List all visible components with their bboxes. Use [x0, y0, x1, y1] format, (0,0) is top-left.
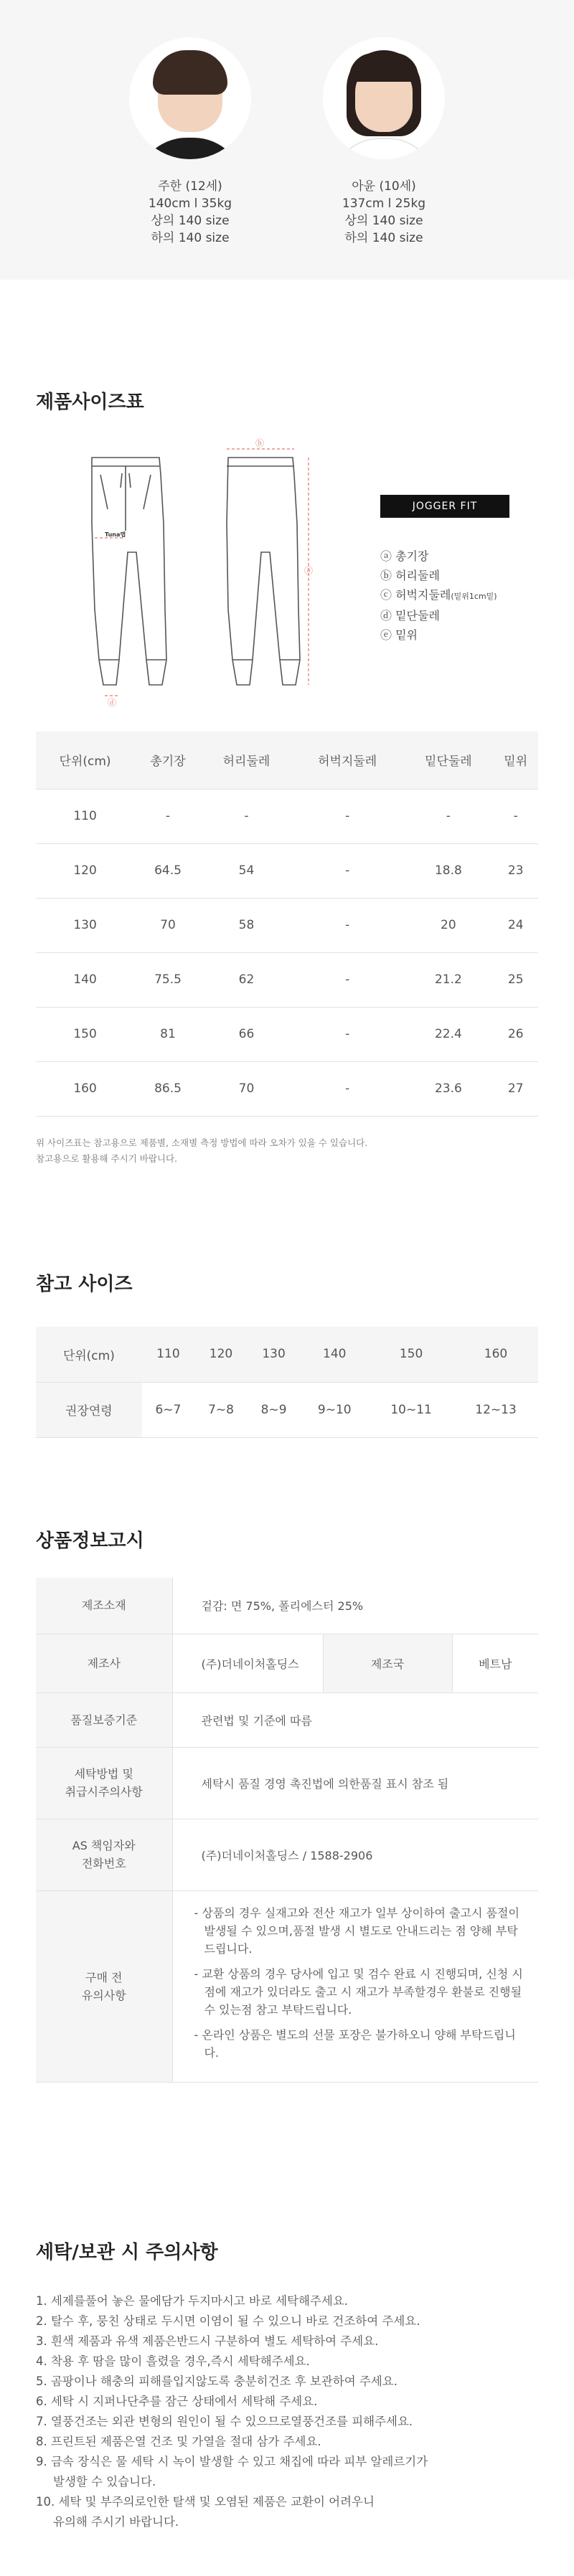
size-note: 참고용으로 활용해 주시기 바랍니다. — [36, 1153, 178, 1164]
list-item: 9. 금속 장식은 물 세탁 시 녹이 발생할 수 있고 채집에 따라 피부 알레르기가 — [36, 2455, 428, 2468]
model-bangs — [349, 53, 418, 82]
list-item: 1. 세제를풀어 놓은 물에담가 두지마시고 바로 세탁해주세요. — [36, 2294, 348, 2308]
model-hair — [153, 50, 227, 95]
column-header: 총기장 — [134, 731, 202, 789]
column-header: 밑위 — [493, 731, 538, 789]
ref-size-table — [36, 1327, 538, 1438]
model-bottom-size: 하의 140 size — [344, 231, 423, 245]
model-top-size: 상의 140 size — [151, 214, 230, 228]
model-top-size: 상의 140 size — [344, 214, 423, 228]
list-item: 7. 열풍건조는 외관 변형의 원인이 될 수 있으므로열풍건조를 피해주세요. — [36, 2415, 413, 2428]
list-item: - 온라인 상품은 별도의 선물 포장은 불가하오니 양해 부탁드립니다. — [194, 2027, 516, 2060]
list-item: - 상품의 경우 실재고와 전산 재고가 일부 상이하여 출고시 품절이 발생될 수 있으며,품절 발생 시 별도로 안내드리는 점 양해 부탁드립니다. — [194, 1905, 519, 1956]
model-info-section — [0, 0, 574, 280]
table-row: 단위(cm) 110 120 130 140 150 160 — [36, 1327, 538, 1382]
table-row: 130 70 58 - 20 24 — [36, 898, 538, 952]
fit-badge: JOGGER FIT — [380, 495, 509, 518]
model-photo — [323, 37, 445, 159]
model-card — [305, 37, 463, 247]
table-row: 150 81 66 - 22.4 26 — [36, 1007, 538, 1061]
list-item: 2. 탈수 후, 뭉친 상태로 두시면 이염이 될 수 있으니 바로 건조하여 주세요. — [36, 2314, 420, 2328]
legend-item: ⓒ 허벅지둘레(밑위1cm밑) — [380, 588, 497, 602]
legend-item: ⓑ 허리둘레 — [380, 569, 440, 582]
list-item: 8. 프린트된 제품은열 건조 및 가열을 절대 삼가 주세요. — [36, 2435, 321, 2448]
table-row: 세탁방법 및 취급시주의사항 세탁시 품질 경영 촉진법에 의한품질 표시 참조 됨 — [36, 1747, 538, 1819]
list-item: 10. 세탁 및 부주의로인한 탈색 및 오염된 제품은 교환이 어려우니 — [36, 2495, 375, 2509]
column-header: 허리둘레 — [202, 731, 291, 789]
diagram-label-d: ⓓ — [108, 698, 117, 708]
list-item: 3. 흰색 제품과 유색 제품은반드시 구분하여 별도 세탁하여 주세요. — [36, 2334, 379, 2348]
list-item: 발생할 수 있습니다. — [53, 2475, 156, 2489]
model-card — [111, 37, 269, 247]
size-table — [36, 731, 538, 1117]
diagram-tag: Tuna랩 — [105, 531, 126, 538]
list-item: - 교환 상품의 경우 당사에 입고 및 검수 완료 시 진행되며, 신청 시점에 재고가 있더라도 출고 시 재고가 부족할경우 환불로 진행될 수 있는점 참고 부탁드립니다. — [194, 1966, 523, 2017]
model-name: 아윤 (10세) — [352, 179, 416, 194]
table-row: 110 - - - - - — [36, 789, 538, 843]
table-row: 구매 전 유의사항 - 상품의 경우 실재고와 전산 재고가 일부 상이하여 출고시 품절이 발생될 수 있으며,품절 발생 시 별도로 안내드리는 점 양해 부탁드립니다. - 교환 상품의 경우 당사에 입고 및 검수 완료 시 진행되며, 신청 시점에 재고가 있더라도 출고 시 재고가 부족할경우 환불로 진행될 수 있는점 참고 부탁드립니다. - 온라인 상품은 별도의 선물 포장은 불가하오니 양해 부탁드립니다. — [36, 1890, 538, 2082]
table-row: AS 책임자와 전화번호 (주)더네이처홀딩스 / 1588-2906 — [36, 1819, 538, 1890]
product-info-table — [36, 1578, 538, 2083]
model-body-size: 137cm l 25kg — [342, 196, 426, 211]
column-header: 밑단둘레 — [403, 731, 493, 789]
model-body-size: 140cm l 35kg — [148, 196, 232, 211]
list-item: 6. 세탁 시 지퍼나단추를 잠근 상태에서 세탁해 주세요. — [36, 2395, 318, 2408]
table-row: 제조사 (주)더네이처홀딩스 제조국 베트남 — [36, 1634, 538, 1692]
measurement-legend — [380, 546, 497, 645]
model-name: 주한 (12세) — [158, 179, 222, 194]
column-header: 단위(cm) — [36, 731, 134, 789]
diagram-label-b: ⓑ — [255, 438, 265, 448]
legend-item: ⓓ 밑단둘레 — [380, 609, 440, 622]
table-row: 제조소재 겉감: 면 75%, 폴리에스터 25% — [36, 1578, 538, 1634]
size-note: 위 사이즈표는 참고용으로 제품별, 소재별 측정 방법에 따라 오차가 있을 수 있습니다. — [36, 1137, 368, 1148]
list-item: 4. 착용 후 땀을 많이 흘렸을 경우,즉시 세탁해주세요. — [36, 2354, 310, 2368]
pants-diagram — [79, 437, 316, 710]
model-shirt — [136, 138, 244, 159]
caution-list — [173, 1891, 539, 2082]
model-bottom-size: 하의 140 size — [151, 231, 230, 245]
table-row: 160 86.5 70 - 23.6 27 — [36, 1061, 538, 1116]
model-photo — [129, 37, 251, 159]
legend-item: ⓔ 밑위 — [380, 628, 418, 642]
product-info-title: 상품정보고시 — [36, 1530, 144, 1552]
size-chart-title: 제품사이즈표 — [36, 392, 144, 413]
list-item: 유의해 주시기 바랍니다. — [53, 2515, 179, 2529]
model-shirt — [330, 138, 438, 159]
care-list — [36, 2291, 538, 2532]
table-row: 120 64.5 54 - 18.8 23 — [36, 843, 538, 898]
table-row: 품질보증기준 관련법 및 기준에 따름 — [36, 1692, 538, 1747]
care-title: 세탁/보관 시 주의사항 — [36, 2242, 218, 2263]
table-header-row — [36, 731, 538, 789]
legend-item: ⓐ 총기장 — [380, 549, 429, 563]
column-header: 허벅지둘레 — [291, 731, 403, 789]
list-item: 5. 곰팡이나 해충의 피해를입지않도록 충분히건조 후 보관하여 주세요. — [36, 2374, 397, 2388]
ref-size-title: 참고 사이즈 — [36, 1274, 133, 1295]
table-row: 권장연령 6~7 7~8 8~9 9~10 10~11 12~13 — [36, 1382, 538, 1437]
diagram-label-a: ⓐ — [304, 566, 314, 576]
table-row: 140 75.5 62 - 21.2 25 — [36, 952, 538, 1007]
